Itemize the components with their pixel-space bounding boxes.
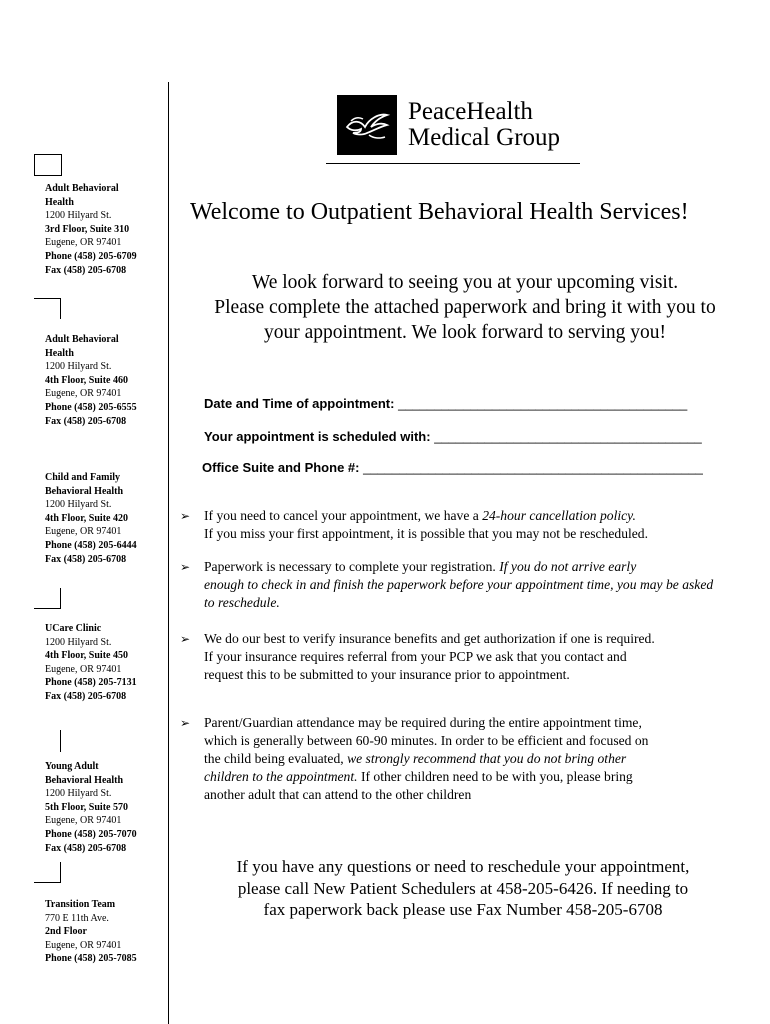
sidebar-ornament (34, 862, 61, 883)
location-city: Eugene, OR 97401 (45, 939, 122, 951)
bullet-text: the child being evaluated, (204, 751, 348, 766)
intro-line: Please complete the attached paperwork and bring it with you to (214, 297, 716, 318)
location-city: Eugene, OR 97401 (45, 663, 122, 675)
bullet-emphasis: enough to check in and finish the paperwork before your appointment time, you (204, 577, 637, 592)
field-label: Office Suite and Phone #: (202, 460, 360, 475)
closing-paragraph (190, 856, 736, 921)
arrow-bullet-icon: ➢ (180, 716, 191, 730)
arrow-bullet-icon: ➢ (180, 560, 191, 574)
bullet-emphasis: 24-hour cancellation policy. (482, 508, 636, 523)
location-city: Eugene, OR 97401 (45, 388, 122, 400)
bullet-guardian (180, 714, 720, 804)
location-name: Young Adult (45, 761, 99, 772)
bullet-insurance (180, 630, 720, 684)
bullet-cancellation (180, 507, 720, 543)
logo-line: PeaceHealth (408, 98, 533, 125)
location-name: Health (45, 347, 74, 359)
field-label: Date and Time of appointment: (204, 396, 395, 411)
location-name: Behavioral Health (45, 485, 124, 497)
bullet-text: If you miss your first appointment, it is possible that you may not be rescheduled. (204, 526, 648, 541)
location-phone: Phone (458) 205-6709 (45, 250, 137, 262)
location-suite: 3rd Floor, Suite 310 (45, 223, 130, 235)
sidebar-ornament (34, 588, 61, 609)
location-suite: 4th Floor, Suite 420 (45, 512, 128, 524)
location-street: 1200 Hilyard St. (45, 499, 112, 511)
bullet-text: Parent/Guardian attendance may be required during the entire appointment time, (204, 715, 642, 730)
arrow-bullet-icon: ➢ (180, 509, 191, 523)
sidebar-ornament (60, 730, 61, 752)
page-title: Welcome to Outpatient Behavioral Health Services! (190, 199, 689, 225)
arrow-bullet-icon: ➢ (180, 632, 191, 646)
location-city: Eugene, OR 97401 (45, 815, 122, 827)
location-child-family (45, 471, 165, 566)
location-street: 1200 Hilyard St. (45, 788, 112, 800)
location-adult-behavioral-460 (45, 333, 165, 428)
bullet-text: another adult that can attend to the other children (204, 787, 472, 802)
location-name: Health (45, 196, 74, 208)
location-city: Eugene, OR 97401 (45, 237, 122, 249)
location-fax: Fax (458) 205-6708 (45, 415, 127, 427)
location-adult-behavioral-310 (45, 182, 165, 277)
location-suite: 2nd Floor (45, 926, 87, 938)
location-street: 1200 Hilyard St. (45, 636, 112, 648)
logo-wordmark (408, 99, 560, 151)
location-name: Transition Team (45, 899, 116, 910)
logo-underline (326, 163, 580, 164)
location-young-adult (45, 760, 165, 855)
peacehealth-logo (337, 95, 560, 155)
field-label: Your appointment is scheduled with: (204, 429, 431, 444)
intro-paragraph (192, 270, 738, 345)
bullet-paperwork (180, 558, 720, 612)
sidebar-ornament (34, 154, 62, 176)
office-suite-field[interactable] (202, 460, 703, 475)
location-phone: Phone (458) 205-7085 (45, 953, 137, 965)
location-ucare-clinic (45, 622, 165, 704)
bullet-text: If you need to cancel your appointment, we have a (204, 508, 483, 523)
location-phone: Phone (458) 205-7070 (45, 828, 137, 840)
field-blank[interactable]: ________________________________________ (398, 396, 688, 411)
appointment-provider-field[interactable] (204, 429, 702, 444)
location-name: Behavioral Health (45, 774, 124, 786)
location-transition-team (45, 898, 165, 966)
location-phone: Phone (458) 205-6555 (45, 401, 137, 413)
intro-line: your appointment. We look forward to serving you! (263, 322, 667, 343)
intro-line: We look forward to seeing you at your upcoming visit. (251, 272, 679, 293)
location-phone: Phone (458) 205-6444 (45, 539, 137, 551)
location-name: UCare Clinic (45, 623, 102, 634)
location-phone: Phone (458) 205-7131 (45, 677, 137, 689)
location-fax: Fax (458) 205-6708 (45, 264, 127, 276)
field-blank[interactable]: _____________________________________ (434, 429, 702, 444)
bullet-text: If your insurance requires referral from your PCP we ask that you contact and (204, 649, 627, 664)
location-street: 1200 Hilyard St. (45, 361, 112, 373)
bullet-text: If other children need to be with you, please bring (357, 769, 633, 784)
bullet-emphasis: we strongly recommend that you do not bring other (347, 751, 627, 766)
dove-logo-icon (337, 95, 397, 155)
bullet-emphasis: may be asked to reschedule. (204, 577, 714, 610)
location-suite: 5th Floor, Suite 570 (45, 801, 128, 813)
bullet-text: request this to be submitted to your insurance prior to appointment. (204, 667, 570, 682)
appointment-date-field[interactable] (204, 396, 687, 411)
bullet-text: We do our best to verify insurance benefits and get authorization if one is required. (204, 631, 655, 646)
bullet-emphasis: If you do not arrive early (499, 559, 637, 574)
location-street: 1200 Hilyard St. (45, 210, 112, 222)
bullet-text: Paperwork is necessary to complete your registration. (204, 559, 500, 574)
closing-line: If you have any questions or need to reschedule your appointment, (236, 857, 690, 876)
location-street: 770 E 11th Ave. (45, 912, 109, 924)
location-name: Adult Behavioral (45, 183, 119, 194)
bullet-text: which is generally between 60-90 minutes. In order to be efficient and focused on (204, 733, 649, 748)
sidebar-ornament (34, 298, 61, 319)
location-fax: Fax (458) 205-6708 (45, 690, 127, 702)
location-fax: Fax (458) 205-6708 (45, 842, 127, 854)
logo-line: Medical Group (408, 124, 561, 151)
location-suite: 4th Floor, Suite 450 (45, 650, 128, 662)
location-fax: Fax (458) 205-6708 (45, 553, 127, 565)
bullet-emphasis: children to the appointment. (204, 769, 358, 784)
location-suite: 4th Floor, Suite 460 (45, 374, 128, 386)
closing-line: fax paperwork back please use Fax Number 458-205-6708 (263, 900, 663, 919)
sidebar-divider (168, 82, 169, 1024)
location-name: Adult Behavioral (45, 334, 119, 345)
closing-line: please call New Patient Schedulers at 458-205-6426. If needing to (237, 878, 689, 898)
field-blank[interactable]: _______________________________________________ (363, 460, 703, 475)
location-name: Child and Family (45, 472, 121, 483)
location-city: Eugene, OR 97401 (45, 526, 122, 538)
